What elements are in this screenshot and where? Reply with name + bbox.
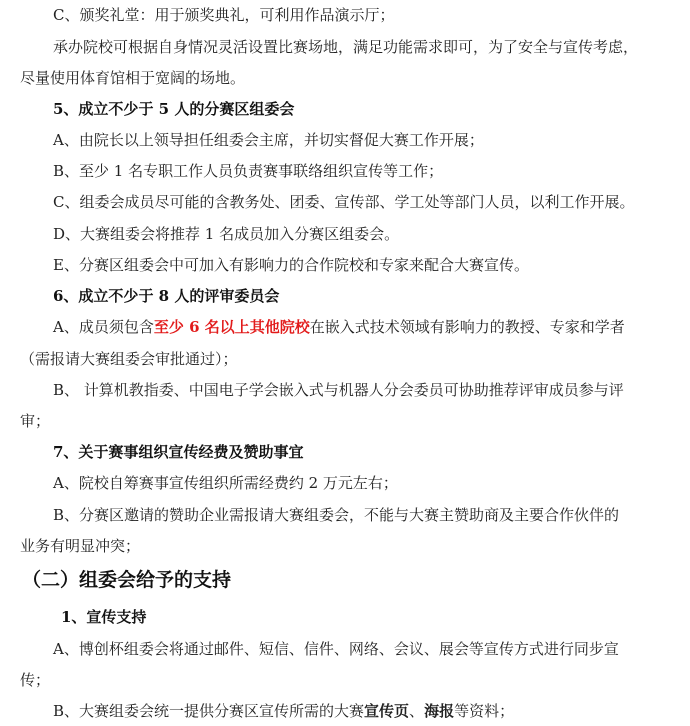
heading-5: 5、成立不少于 5 人的分赛区组委会 bbox=[53, 100, 295, 118]
item-7b-cont: 业务有明显冲突； bbox=[20, 537, 141, 555]
item-7b: B、分赛区邀请的赞助企业需报请大赛组委会，不能与大赛主赞助商及主要合作伙伴的 bbox=[53, 506, 620, 524]
item-6b-cont: 审； bbox=[20, 412, 51, 430]
item-6a-highlight: 至少 6 名以上其他院校 bbox=[153, 318, 310, 336]
item-s1a: A、博创杯组委会将通过邮件、短信、信件、网络、会议、展会等宣传方式进行同步宣 bbox=[53, 640, 619, 658]
item-5a: A、由院长以上领导担任组委会主席，并切实督促大赛工作开展； bbox=[53, 131, 484, 149]
item-s1b-prefix: B、大赛组委会统一提供分赛区宣传所需的大赛 bbox=[53, 702, 365, 720]
heading-7: 7、关于赛事组织宣传经费及赞助事宜 bbox=[53, 443, 304, 461]
item-s1b-sep: 、 bbox=[409, 702, 425, 720]
item-s1b-bold-1: 宣传页 bbox=[364, 702, 410, 720]
item-7a: A、院校自筹赛事宣传组织所需经费约 2 万元左右； bbox=[53, 474, 398, 492]
item-s1b-bold-2: 海报 bbox=[424, 702, 455, 720]
item-5c: C、组委会成员尽可能的含教务处、团委、宣传部、学工处等部门人员，以利工作开展。 bbox=[53, 193, 635, 211]
section-heading: （二）组委会给予的支持 bbox=[22, 569, 232, 591]
item-c-awards-hall: C、颁奖礼堂：用于颁奖典礼，可利用作品演示厅； bbox=[53, 6, 395, 24]
paragraph-venue-cont: 尽量使用体育馆相于宽阔的场地。 bbox=[20, 69, 246, 87]
item-5b: B、至少 1 名专职工作人员负责赛事联络组织宣传等工作； bbox=[53, 162, 444, 180]
item-s1b bbox=[0, 698, 690, 724]
item-5d: D、大赛组委会将推荐 1 名成员加入分赛区组委会。 bbox=[53, 225, 400, 243]
item-s1a-cont: 传； bbox=[20, 671, 51, 689]
heading-6: 6、成立不少于 8 人的评审委员会 bbox=[53, 287, 280, 305]
paragraph-venue: 承办院校可根据自身情况灵活设置比赛场地，满足功能需求即可，为了安全与宣传考虑， bbox=[53, 38, 639, 56]
heading-promotion: 1、宣传支持 bbox=[61, 608, 147, 626]
item-6a-suffix: 在嵌入式技术领域有影响力的教授、专家和学者 bbox=[309, 318, 625, 336]
item-6a bbox=[0, 314, 690, 340]
item-5e: E、分赛区组委会中可加入有影响力的合作院校和专家来配合大赛宣传。 bbox=[53, 256, 529, 274]
item-6a-prefix: A、成员须包含 bbox=[53, 318, 154, 336]
item-6a-cont: （需报请大赛组委会审批通过）； bbox=[20, 350, 238, 368]
item-6b: B、 计算机教指委、中国电子学会嵌入式与机器人分会委员可协助推荐评审成员参与评 bbox=[53, 381, 624, 399]
item-s1b-suffix: 等资料； bbox=[454, 702, 515, 720]
